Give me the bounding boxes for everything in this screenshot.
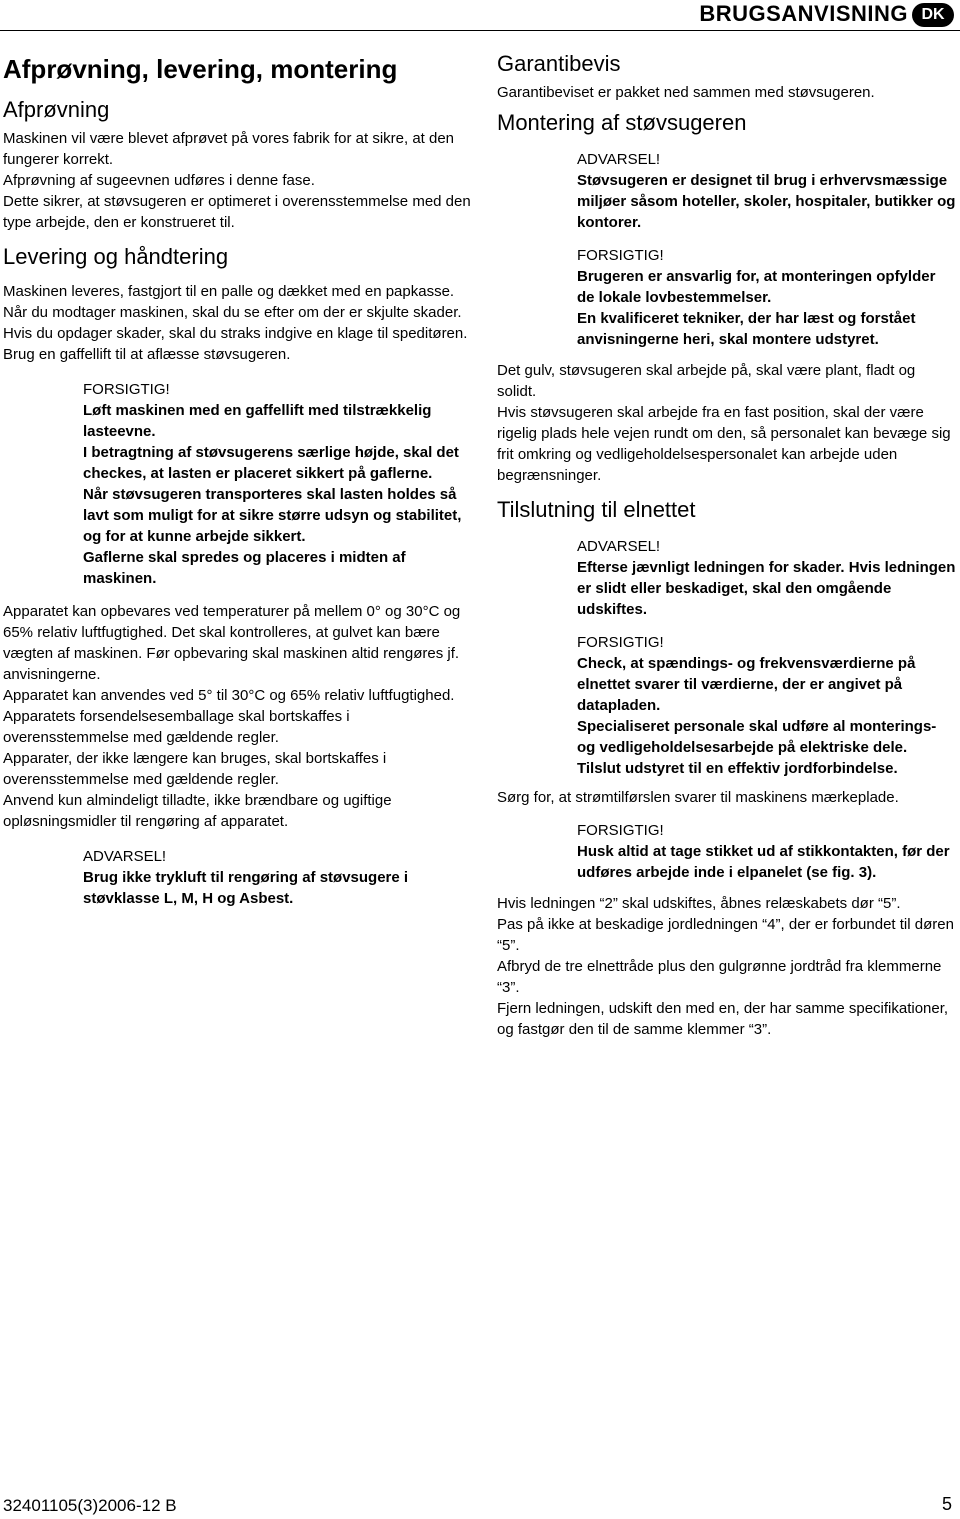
- caution-text: En kvalificeret tekniker, der har læst og forstået anvisningerne heri, skal montere udstyret.: [577, 310, 916, 348]
- warning-box-usage: [577, 149, 957, 233]
- page-number: 5: [941, 1494, 952, 1514]
- paragraph: Dette sikrer, at støvsugeren er optimeret i overensstemmelse med den type arbejde, den er konstrueret til.: [3, 193, 471, 231]
- paragraph: Hvis støvsugeren skal arbejde fra en fast position, skal der være rigelig plads hele vejen rundt om den, så personalet kan bevæge sig frit omkring og vedligeholdelsespersonalet kan arbejde uden begrænsninger.: [497, 404, 951, 484]
- paragraph: Maskinen vil være blevet afprøvet på vores fabrik for at sikre, at den fungerer korrekt.: [3, 130, 455, 168]
- paragraph: Garantibeviset er pakket ned sammen med støvsugeren.: [497, 84, 875, 101]
- warning-text: Brug ikke trykluft til rengøring af støvsugere i støvklasse L, M, H og Asbest.: [83, 869, 409, 907]
- paragraph: Maskinen leveres, fastgjort til en palle og dækket med en papkasse.: [3, 283, 455, 300]
- paragraph: Hvis ledningen “2” skal udskiftes, åbnes relæskabets dør “5”.: [497, 895, 901, 912]
- caution-text: Når støvsugeren transporteres skal lasten holdes så lavt som muligt for at sikre større udsyn og stabilitet, og for at kunne arbejde sikkert.: [83, 486, 462, 545]
- paragraph: Fjern ledningen, udskift den med en, der har samme specifikationer, og fastgør den til de samme klemmer “3”.: [497, 1000, 949, 1038]
- heading-afproevning: Afprøvning: [3, 97, 110, 122]
- paragraph: Apparatets forsendelsesemballage skal bortskaffes i overensstemmelse med gældende regler.: [3, 708, 350, 746]
- paragraph: Afprøvning af sugeevnen udføres i denne fase.: [3, 172, 315, 189]
- caution-text: Specialiseret personale skal udføre al monterings- og vedligeholdelsesarbejde på elektriske dele.: [577, 718, 937, 756]
- caution-text: I betragtning af støvsugerens særlige højde, skal det checkes, at lasten er placeret sikkert på gaflerne.: [83, 444, 459, 482]
- paragraph: Når du modtager maskinen, skal du se efter om der er skjulte skader. Hvis du opdager skader, skal du straks indgive en klage til speditøren.: [3, 304, 468, 342]
- left-column: [3, 50, 473, 917]
- caution-text: Løft maskinen med en gaffellift med tilstrækkelig lasteevne.: [83, 402, 432, 440]
- language-badge: DK: [912, 3, 954, 27]
- caution-text: Tilslut udstyret til en effektiv jordforbindelse.: [577, 760, 898, 777]
- manual-title: BRUGSANVISNING: [699, 1, 908, 26]
- caution-text: Check, at spændings- og frekvensværdierne på elnettet svarer til værdierne, der er angivet på datapladen.: [577, 655, 916, 714]
- heading-montering: Montering af støvsugeren: [497, 110, 747, 135]
- warning-label: ADVARSEL!: [83, 848, 167, 865]
- caution-label: FORSIGTIG!: [577, 822, 664, 839]
- paragraph: Apparatet kan anvendes ved 5° til 30°C og 65% relativ luftfugtighed.: [3, 687, 455, 704]
- section-title: Afprøvning, levering, montering: [3, 54, 398, 84]
- paragraph: Apparater, der ikke længere kan bruges, skal bortskaffes i overensstemmelse med gældende regler.: [3, 750, 387, 788]
- paragraph: Anvend kun almindeligt tilladte, ikke brændbare og ugiftige opløsningsmidler til rengøring af apparatet.: [3, 792, 392, 830]
- paragraph: Brug en gaffellift til at aflæsse støvsugeren.: [3, 346, 291, 363]
- warning-text: Efterse jævnligt ledningen for skader. Hvis ledningen er slidt eller beskadiget, skal den omgående udskiftes.: [577, 559, 956, 618]
- warning-box-compressed-air: [83, 846, 473, 909]
- header-rule: [0, 30, 960, 31]
- caution-label: FORSIGTIG!: [83, 381, 170, 398]
- right-column: [497, 50, 957, 1040]
- caution-box-unplug: [577, 820, 957, 883]
- caution-box-lifting: [83, 379, 473, 589]
- caution-text: Husk altid at tage stikket ud af stikkontakten, før der udføres arbejde inde i elpanelet (se fig. 3).: [577, 843, 950, 881]
- paragraph: Det gulv, støvsugeren skal arbejde på, skal være plant, fladt og solidt.: [497, 362, 916, 400]
- heading-levering: Levering og håndtering: [3, 244, 229, 269]
- warning-text: Støvsugeren er designet til brug i erhvervsmæssige miljøer såsom hoteller, skoler, hospitaler, butikker og kontorer.: [577, 172, 956, 231]
- caution-label: FORSIGTIG!: [577, 247, 664, 264]
- heading-garantibevis: Garantibevis: [497, 51, 621, 76]
- paragraph: Apparatet kan opbevares ved temperaturer på mellem 0° og 30°C og 65% relativ luftfugtighed. Det skal kontrolleres, at gulvet kan bære vægten af maskinen. Før opbevaring skal maskinen altid rengøres jf. anvisningerne.: [3, 603, 461, 683]
- paragraph: Sørg for, at strømtilførslen svarer til maskinens mærkeplade.: [497, 789, 899, 806]
- caution-label: FORSIGTIG!: [577, 634, 664, 651]
- warning-label: ADVARSEL!: [577, 151, 661, 168]
- caution-text: Gaflerne skal spredes og placeres i midten af maskinen.: [83, 549, 406, 587]
- document-code: 32401105(3)2006-12 B: [3, 1496, 177, 1515]
- paragraph: Pas på ikke at beskadige jordledningen “4”, der er forbundet til døren “5”.: [497, 916, 954, 954]
- warning-label: ADVARSEL!: [577, 538, 661, 555]
- paragraph: Afbryd de tre elnettråde plus den gulgrønne jordtråd fra klemmerne “3”.: [497, 958, 942, 996]
- caution-text: Brugeren er ansvarlig for, at monteringen opfylder de lokale lovbestemmelser.: [577, 268, 936, 306]
- warning-box-cable: [577, 536, 957, 620]
- caution-box-installation: [577, 245, 957, 350]
- heading-tilslutning: Tilslutning til elnettet: [497, 497, 696, 522]
- caution-box-electrical: [577, 632, 957, 779]
